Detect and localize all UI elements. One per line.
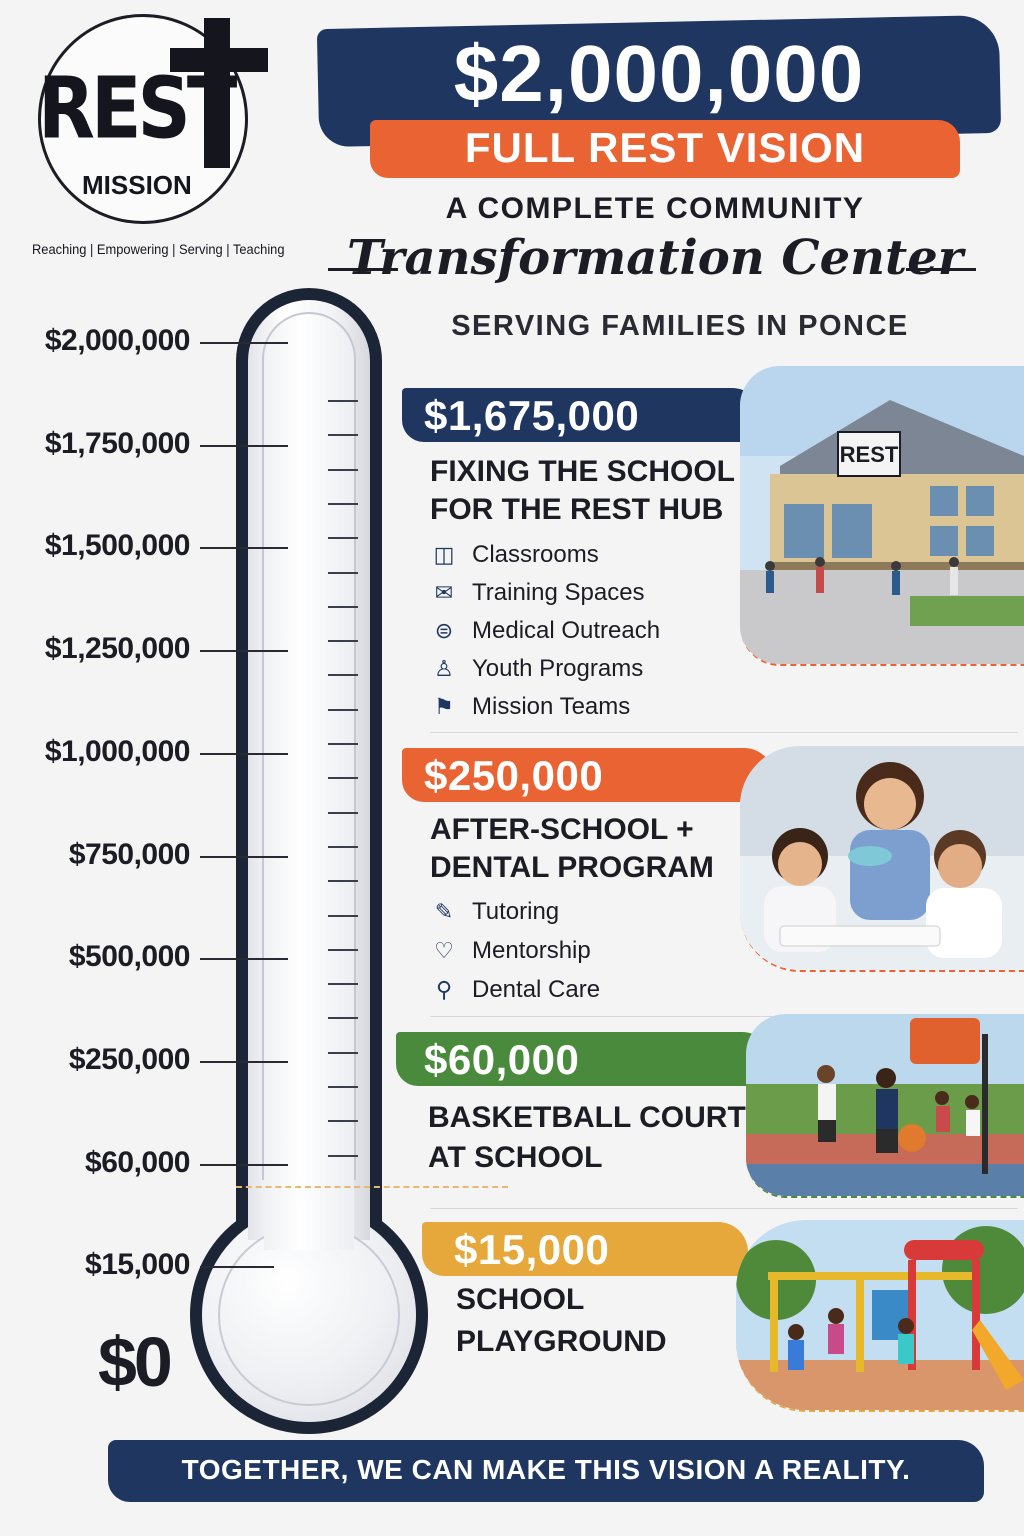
thermometer-tick xyxy=(328,709,358,711)
scale-line xyxy=(200,753,288,755)
thermometer-tick xyxy=(328,1017,358,1019)
thermometer-tick xyxy=(328,915,358,917)
logo-subtitle: MISSION xyxy=(82,170,192,200)
thermometer-tick xyxy=(328,503,358,505)
thermometer-tick xyxy=(328,469,358,471)
section2-title-line2: DENTAL PROGRAM xyxy=(430,851,714,884)
scale-line xyxy=(200,1266,274,1268)
playground-illustration xyxy=(736,1220,1024,1412)
section4-title-line2: PLAYGROUND xyxy=(456,1325,667,1358)
scale-label: $1,250,000 xyxy=(44,632,190,666)
person-icon: ⚲ xyxy=(435,976,453,1002)
list-item-label: Mission Teams xyxy=(472,693,631,720)
scale-label: $1,750,000 xyxy=(44,426,190,460)
scale-line xyxy=(200,650,288,652)
thermometer-tick xyxy=(328,1086,358,1088)
vision-label: FULL REST VISION xyxy=(464,124,866,171)
section2-title-line1: AFTER-SCHOOL + xyxy=(430,813,694,846)
thermometer-tick xyxy=(328,983,358,985)
section-divider xyxy=(430,732,1018,733)
thermometer-tick xyxy=(328,1120,358,1122)
basketball-illustration xyxy=(746,1014,1024,1198)
thermometer-tick xyxy=(328,777,358,779)
playground-photo xyxy=(736,1220,1024,1412)
basketball-photo xyxy=(746,1014,1024,1198)
thermometer-tick xyxy=(328,640,358,642)
thermometer-tick xyxy=(328,812,358,814)
list-item-label: Youth Programs xyxy=(472,655,644,682)
youth-icon: ♙ xyxy=(434,656,454,681)
list-item-label: Medical Outreach xyxy=(472,617,661,644)
progress-dash-line xyxy=(236,1186,508,1188)
list-item-label: Classrooms xyxy=(472,541,599,568)
section4-amount: $15,000 xyxy=(454,1226,610,1273)
scale-label: $750,000 xyxy=(68,837,190,871)
thermometer-tick xyxy=(328,1052,358,1054)
scale-label: $60,000 xyxy=(85,1145,190,1179)
scale-label: $1,000,000 xyxy=(44,734,190,768)
section4-title-line1: SCHOOL xyxy=(456,1283,585,1316)
thermometer-tick xyxy=(328,674,358,676)
list-item xyxy=(430,574,660,612)
thermometer-bulb-inner xyxy=(218,1224,400,1406)
thermometer-tick xyxy=(328,400,358,402)
medical-icon: ⊜ xyxy=(434,618,454,643)
logo-wordmark: REST xyxy=(38,59,234,159)
heart-hand-icon: ♡ xyxy=(434,937,454,963)
team-icon: ⚑ xyxy=(434,694,454,719)
list-item xyxy=(430,970,600,1009)
scale-line xyxy=(200,547,288,549)
scale-line xyxy=(200,958,288,960)
thermometer-tick xyxy=(328,1155,358,1157)
school-sign-text: REST xyxy=(839,442,899,467)
thermometer-tick xyxy=(328,434,358,436)
section3-title-line2: AT SCHOOL xyxy=(428,1141,603,1174)
section1-list xyxy=(430,536,660,726)
list-item-label: Dental Care xyxy=(472,975,601,1003)
scale-label: $2,000,000 xyxy=(44,324,190,357)
zero-label: $0 xyxy=(98,1323,170,1401)
list-item xyxy=(430,688,660,726)
list-item xyxy=(430,892,600,931)
classroom-icon: ◫ xyxy=(433,542,455,567)
thermometer-tick xyxy=(328,949,358,951)
section2-list xyxy=(430,892,600,1009)
thermometer-tick xyxy=(328,606,358,608)
scale-line xyxy=(200,445,288,447)
list-item-label: Training Spaces xyxy=(472,579,645,606)
pencil-icon: ✎ xyxy=(434,898,454,924)
section1-title-line2: FOR THE REST HUB xyxy=(430,493,724,526)
goal-amount: $2,000,000 xyxy=(453,29,865,118)
tagline: Reaching | Empowering | Serving | Teaching xyxy=(32,241,285,257)
dental-illustration xyxy=(740,746,1024,972)
thermometer-tick xyxy=(328,743,358,745)
thermometer-tick xyxy=(328,537,358,539)
footer-text: TOGETHER, WE CAN MAKE THIS VISION A REALITY. xyxy=(181,1454,911,1485)
scale-line xyxy=(200,342,288,344)
thermometer-neck-inner xyxy=(264,1180,354,1250)
section3-title-line1: BASKETBALL COURT xyxy=(428,1101,746,1134)
scale-label: $1,500,000 xyxy=(44,529,190,563)
list-item xyxy=(430,650,660,688)
list-item-label: Tutoring xyxy=(472,897,560,925)
thermometer-tube-inner xyxy=(262,312,356,1272)
scale-label: $500,000 xyxy=(68,940,190,974)
scale-label: $15,000 xyxy=(85,1248,190,1282)
section1-title-line1: FIXING THE SCHOOL xyxy=(430,455,736,488)
list-item xyxy=(430,931,600,970)
list-item xyxy=(430,612,660,650)
script-title: Transformation Center xyxy=(346,230,964,286)
envelope-icon: ✉ xyxy=(434,580,454,605)
scale-line xyxy=(200,1061,288,1063)
header-line1: A COMPLETE COMMUNITY xyxy=(445,192,865,225)
section3-amount: $60,000 xyxy=(424,1036,580,1083)
list-item xyxy=(430,536,660,574)
list-item-label: Mentorship xyxy=(472,936,591,964)
header-line3: SERVING FAMILIES IN PONCE xyxy=(451,310,909,342)
section2-amount: $250,000 xyxy=(424,752,604,799)
scale-label: $250,000 xyxy=(68,1042,190,1076)
scale-line xyxy=(200,856,288,858)
dental-photo xyxy=(740,746,1024,972)
thermometer-tick xyxy=(328,846,358,848)
thermometer-tick xyxy=(328,880,358,882)
thermometer-tick xyxy=(328,572,358,574)
school-photo xyxy=(740,366,1024,666)
school-illustration xyxy=(740,366,1024,666)
scale-line xyxy=(200,1164,288,1166)
section1-amount: $1,675,000 xyxy=(424,392,640,439)
section-divider xyxy=(430,1208,1018,1209)
